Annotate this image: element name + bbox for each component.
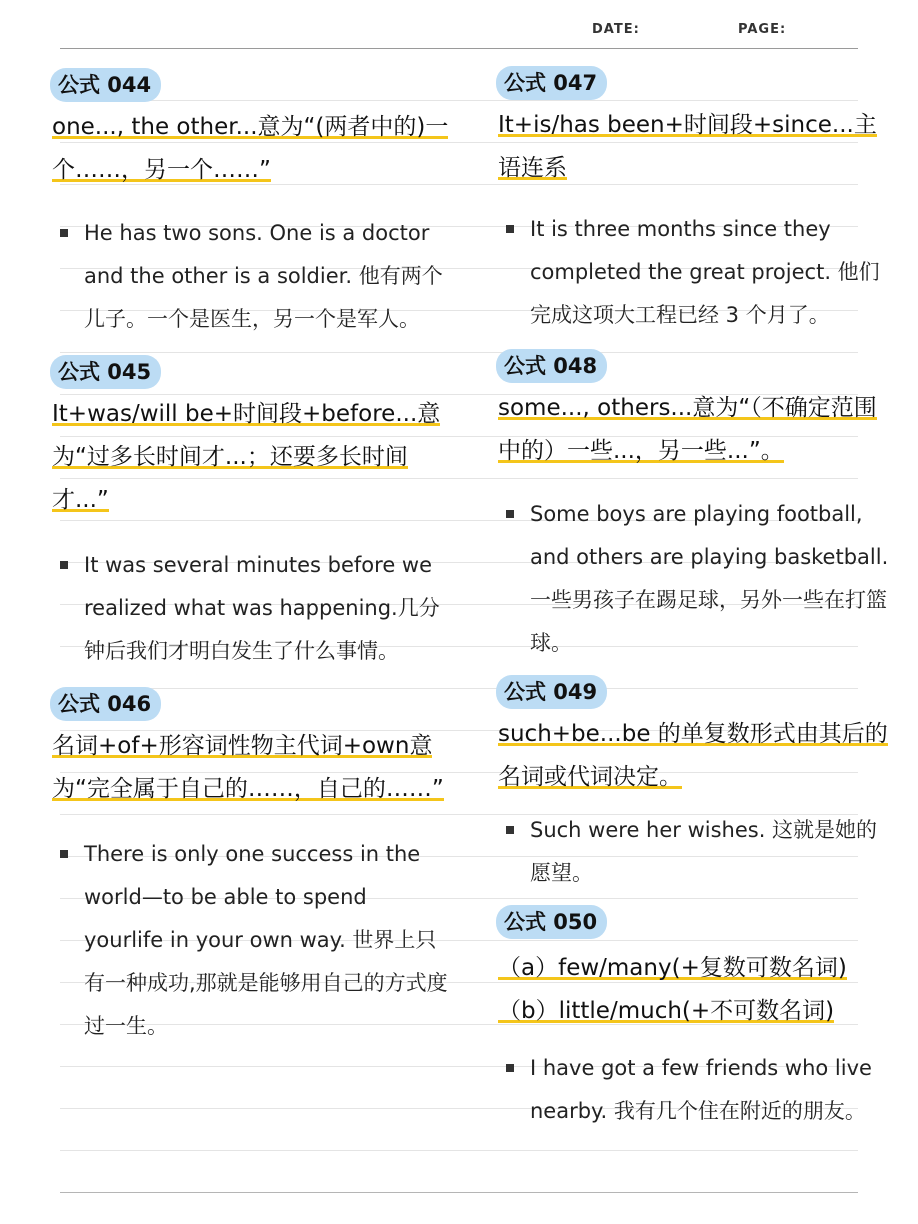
formula-048 xyxy=(496,349,896,665)
header-divider xyxy=(60,48,858,49)
example-sentence: Some boys are playing football, and others are playing basketball. 一些男孩子在踢足球，另外一些在打篮球。 xyxy=(496,493,896,665)
right-column xyxy=(496,60,896,1133)
example-sentence: Such were her wishes. 这就是她的愿望。 xyxy=(496,809,896,895)
formula-046 xyxy=(50,687,450,1048)
formula-tag: 公式 046 xyxy=(50,687,161,721)
formula-title: one..., the other...意为“(两者中的)一个……，另一个……” xyxy=(52,114,449,183)
formula-tag: 公式 047 xyxy=(496,66,607,100)
example-sentence: I have got a few friends who live nearby. 我有几个住在附近的朋友。 xyxy=(496,1047,896,1133)
formula-title: It+was/will be+时间段+before...意为“过多长时间才...；还要多长时间才...” xyxy=(52,401,441,513)
example-sentence: There is only one success in the world—to be able to spend yourlife in your own way. 世界上只有一种成功,那就是能够用自己的方式度过一生。 xyxy=(50,833,450,1048)
formula-title: such+be...be 的单复数形式由其后的名词或代词决定。 xyxy=(498,721,888,790)
formula-tag: 公式 044 xyxy=(50,68,161,102)
example-sentence: He has two sons. One is a doctor and the other is a soldier. 他有两个儿子。一个是医生，另一个是军人。 xyxy=(50,212,450,341)
formula-047 xyxy=(496,66,896,337)
formula-title: some..., others...意为“（不确定范围中的）一些...，另一些...”。 xyxy=(498,395,877,464)
formula-tag: 公式 050 xyxy=(496,905,607,939)
formula-title-b: （b）little/much(+不可数名词) xyxy=(498,998,835,1024)
formula-title: 名词+of+形容词性物主代词+own意为“完全属于自己的……，自己的……” xyxy=(52,733,444,802)
formula-tag: 公式 048 xyxy=(496,349,607,383)
date-label: DATE: xyxy=(592,22,640,37)
ruling-line xyxy=(60,1150,858,1151)
formula-050 xyxy=(496,905,896,1133)
formula-049 xyxy=(496,675,896,895)
example-sentence: It is three months since they completed the great project. 他们完成这项大工程已经 3 个月了。 xyxy=(496,208,896,337)
bottom-divider xyxy=(60,1192,858,1193)
formula-title-a: （a）few/many(+复数可数名词) xyxy=(498,955,847,981)
example-sentence: It was several minutes before we realized what was happening.几分钟后我们才明白发生了什么事情。 xyxy=(50,544,450,673)
page-label: PAGE: xyxy=(738,22,787,37)
formula-044 xyxy=(50,68,450,341)
left-column xyxy=(50,60,450,1048)
formula-045 xyxy=(50,355,450,673)
formula-tag: 公式 049 xyxy=(496,675,607,709)
formula-tag: 公式 045 xyxy=(50,355,161,389)
formula-title: It+is/has been+时间段+since...主语连系 xyxy=(498,112,877,181)
